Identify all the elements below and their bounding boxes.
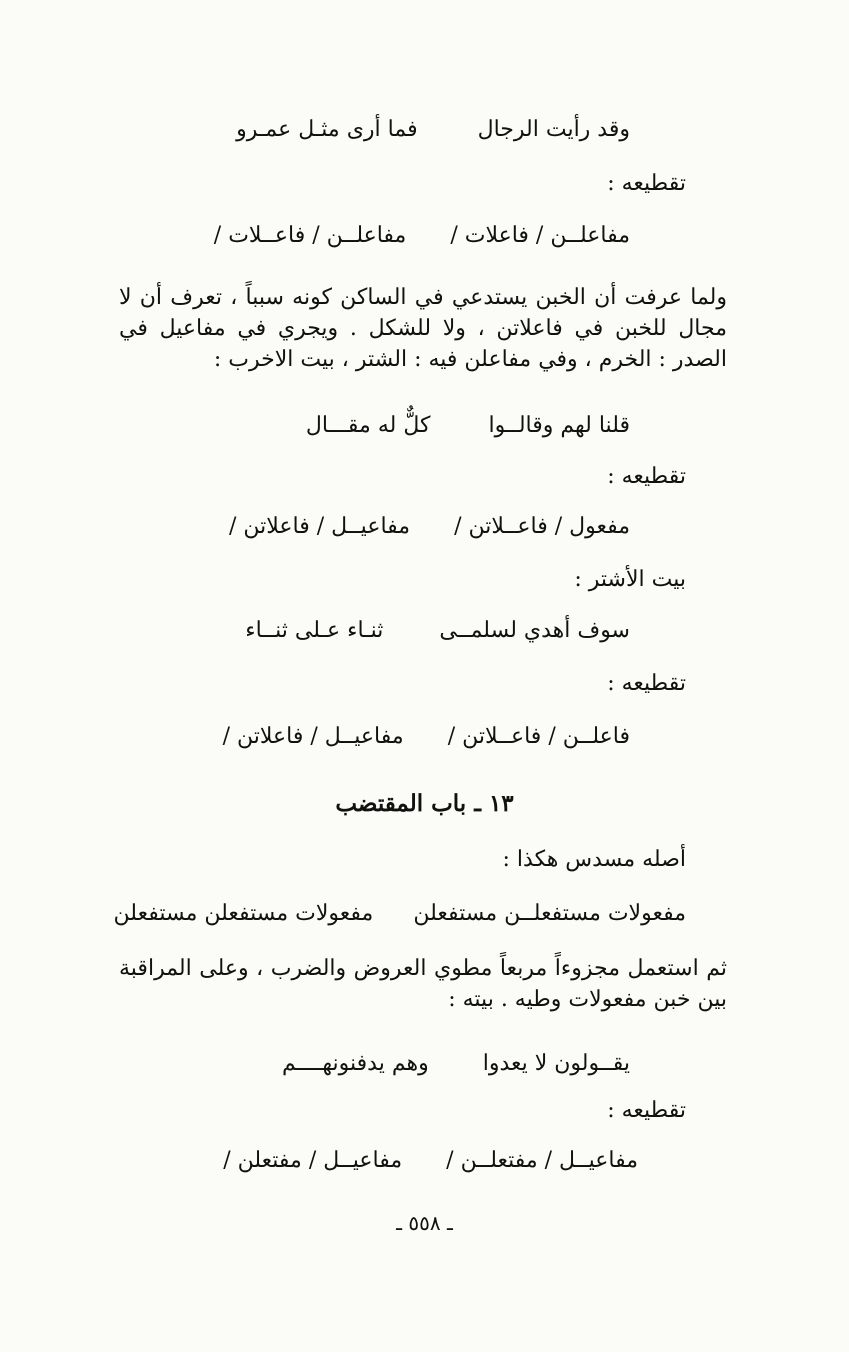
verse-2 bbox=[306, 412, 630, 440]
scansion-5-first: مفاعيــل / مفتعلــن / bbox=[446, 1148, 638, 1173]
section-heading: ١٣ ـ باب المقتضب bbox=[335, 790, 514, 817]
scansion-1-second: مفاعلــن / فاعــلات / bbox=[213, 223, 407, 248]
verse-1-second-hemistich: فما أرى مثـل عمـرو bbox=[236, 117, 418, 142]
verse-2-second-hemistich: كلٌّ له مقـــال bbox=[305, 413, 431, 438]
scansion-5-second: مفاعيــل / مفتعلن / bbox=[223, 1148, 403, 1173]
scansion-4 bbox=[114, 900, 686, 928]
page-number: ـ ٥٥٨ ـ bbox=[396, 1211, 453, 1235]
scansion-2-first: مفعول / فاعــلاتن / bbox=[454, 514, 630, 539]
scansion-2 bbox=[229, 513, 630, 541]
scansion-1-first: مفاعلــن / فاعلات / bbox=[450, 223, 630, 248]
verse-4-first-hemistich: يقــولون لا يعدوا bbox=[482, 1051, 630, 1076]
verse-4-second-hemistich: وهم يدفنونهــــم bbox=[281, 1051, 429, 1076]
subheading-ashtar: بيت الأشتر : bbox=[574, 567, 686, 592]
scansion-3-second: مفاعيــل / فاعلاتن / bbox=[222, 724, 404, 749]
paragraph-2: أصله مسدس هكذا : bbox=[502, 847, 686, 872]
paragraph-3: ثم استعمل مجزوءاً مربعاً مطوي العروض والضرب ، وعلى المراقبة بين خبن مفعولات وطيه . بيته : bbox=[119, 956, 727, 1012]
scansion-4-second: مفعولات مستفعلن مستفعلن bbox=[113, 901, 374, 926]
scansion-label-3: تقطيعه : bbox=[607, 671, 686, 696]
verse-1 bbox=[236, 116, 630, 144]
verse-3-second-hemistich: ثنـاء عـلى ثنــاء bbox=[245, 618, 384, 643]
verse-1-first-hemistich: وقد رأيت الرجال bbox=[477, 117, 630, 142]
scansion-4-first: مفعولات مستفعلــن مستفعلن bbox=[413, 901, 686, 926]
paragraph-1: ولما عرفت أن الخبن يستدعي في الساكن كونه سبباً ، تعرف أن لا مجال للخبن في فاعلاتن ، ولا للشكل . ويجري في مفاعيل في الصدر : الخرم ، وفي مفاعلن فيه : الشتر ، بيت الاخرب : bbox=[119, 285, 727, 372]
scansion-5 bbox=[223, 1147, 638, 1175]
scansion-3 bbox=[223, 723, 630, 751]
verse-4 bbox=[282, 1050, 630, 1078]
verse-3-first-hemistich: سوف أهدي لسلمــى bbox=[439, 618, 630, 643]
scansion-1 bbox=[214, 222, 630, 250]
verse-3 bbox=[245, 617, 630, 645]
scansion-label-1: تقطيعه : bbox=[607, 171, 686, 196]
scansion-label-4: تقطيعه : bbox=[607, 1098, 686, 1123]
scansion-3-first: فاعلــن / فاعــلاتن / bbox=[447, 724, 630, 749]
verse-2-first-hemistich: قلنا لهم وقالــوا bbox=[488, 413, 630, 438]
scansion-label-2: تقطيعه : bbox=[607, 464, 686, 489]
scansion-2-second: مفاعيــل / فاعلاتن / bbox=[228, 514, 411, 539]
